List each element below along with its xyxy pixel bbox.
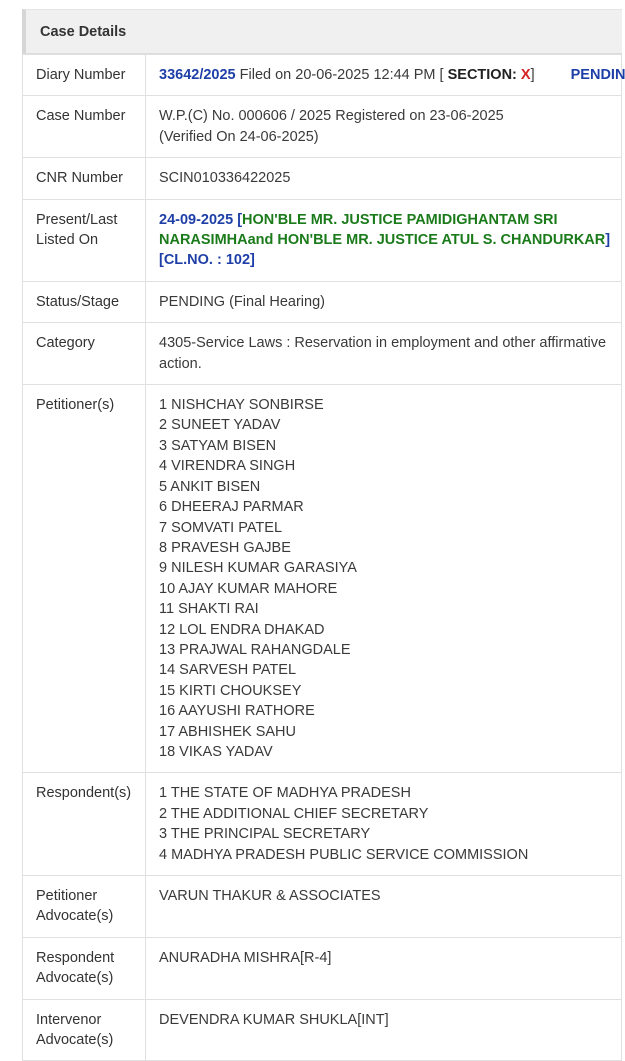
list-item: 7 SOMVATI PATEL [159, 519, 283, 536]
diary-filed: Filed on 20-06-2025 12:44 PM [ [235, 67, 448, 83]
list-item: 4 MADHYA PRADESH PUBLIC SERVICE COMMISSION [159, 846, 529, 863]
cnr-label: CNR Number [23, 158, 146, 199]
list-item: 5 ANKIT BISEN [159, 478, 261, 495]
list-item: 2 THE ADDITIONAL CHIEF SECRETARY [159, 805, 429, 822]
section-label: SECTION: [447, 67, 521, 83]
list-item: 18 VIKAS YADAV [159, 743, 273, 760]
list-item: 16 AAYUSHI RATHORE [159, 703, 315, 720]
listed-label [23, 199, 146, 281]
category-value [146, 323, 622, 385]
case-details-header [22, 9, 622, 54]
list-item: 11 SHAKTI RAI [159, 601, 259, 618]
petitioner-advocate-label-line2: Advocate(s) [36, 908, 114, 925]
listed-line2 [159, 230, 611, 250]
listed-label-line1: Present/Last [36, 211, 118, 228]
case-details-table [22, 54, 625, 1061]
list-item: 9 NILESH KUMAR GARASIYA [159, 560, 357, 577]
case-number-row [23, 96, 622, 158]
petitioners-row [23, 385, 622, 773]
listed-row [23, 199, 622, 281]
respondent-advocate-label-line2: Advocate(s) [36, 970, 114, 987]
petitioners-list [146, 385, 622, 773]
petitioner-advocate-label-line1: Petitioner [36, 888, 98, 904]
intervenor-advocate-value: DEVENDRA KUMAR SHUKLA[INT] [146, 999, 622, 1061]
respondent-advocate-label [23, 937, 146, 999]
listed-bracket-open: [ [233, 211, 243, 228]
diary-value [146, 55, 625, 96]
list-item: 12 LOL ENDRA DHAKAD [159, 621, 325, 638]
list-item: 10 AJAY KUMAR MAHORE [159, 580, 338, 597]
listed-label-line2: Listed On [36, 232, 99, 249]
diary-label: Diary Number [23, 55, 146, 96]
intervenor-advocate-label [23, 999, 146, 1061]
status-label: Status/Stage [23, 281, 146, 322]
diary-number: 33642/2025 [159, 67, 236, 83]
category-line1: 4305-Service Laws : Reservation in employment and other affirmative [159, 335, 607, 352]
petitioners-label: Petitioner(s) [23, 385, 146, 773]
category-label: Category [23, 323, 146, 385]
case-details-panel [22, 9, 625, 1061]
petitioner-advocate-label [23, 876, 146, 938]
list-item: 15 KIRTI CHOUKSEY [159, 682, 302, 699]
list-item: 17 ABHISHEK SAHU [159, 723, 296, 740]
case-details-title: Case Details [40, 23, 127, 40]
section-value: X [520, 67, 531, 83]
list-item: 1 THE STATE OF MADHYA PRADESH [159, 785, 411, 802]
list-item: 13 PRAJWAL RAHANGDALE [159, 641, 351, 658]
respondents-row [23, 773, 622, 876]
petitioner-advocate-value: VARUN THAKUR & ASSOCIATES [146, 876, 622, 938]
list-item: 3 SATYAM BISEN [159, 437, 277, 454]
respondent-advocate-value: ANURADHA MISHRA[R-4] [146, 937, 622, 999]
listed-clno: [CL.NO. : 102] [159, 252, 255, 269]
category-row [23, 323, 622, 385]
respondents-list [146, 773, 622, 876]
listed-date: 24-09-2025 [159, 211, 234, 228]
listed-judges-line1: HON'BLE MR. JUSTICE PAMIDIGHANTAM SRI [242, 211, 558, 228]
list-item: 8 PRAVESH GAJBE [159, 539, 291, 556]
respondents-label: Respondent(s) [23, 773, 146, 876]
respondent-advocate-row [23, 937, 622, 999]
category-line2: action. [159, 355, 202, 372]
list-item: 6 DHEERAJ PARMAR [159, 499, 304, 516]
cnr-value: SCIN010336422025 [146, 158, 622, 199]
list-item: 14 SARVESH PATEL [159, 662, 297, 679]
respondent-advocate-label-line1: Respondent [36, 949, 115, 966]
case-number-value [146, 96, 622, 158]
listed-judges-line2: NARASIMHAand HON'BLE MR. JUSTICE ATUL S. CHANDURKAR [159, 232, 606, 249]
diary-row [23, 55, 622, 96]
petitioner-advocate-row [23, 876, 622, 938]
diary-status: PENDIN [570, 67, 625, 83]
list-item: 4 VIRENDRA SINGH [159, 458, 296, 475]
case-number-line2: (Verified On 24-06-2025) [159, 128, 319, 145]
list-item: 2 SUNEET YADAV [159, 417, 281, 434]
section-close: ] [530, 67, 535, 83]
case-number-line1: W.P.(C) No. 000606 / 2025 Registered on 23-06-2025 [159, 108, 504, 125]
listed-bracket-close: ] [605, 232, 611, 249]
listed-value [146, 199, 622, 281]
case-number-label: Case Number [23, 96, 146, 158]
status-row [23, 281, 622, 322]
listed-line1 [159, 210, 608, 230]
list-item: 3 THE PRINCIPAL SECRETARY [159, 826, 371, 843]
cnr-row [23, 158, 622, 199]
status-value: PENDING (Final Hearing) [146, 281, 622, 322]
intervenor-advocate-label-line2: Advocate(s) [36, 1032, 114, 1049]
intervenor-advocate-row [23, 999, 622, 1061]
intervenor-advocate-label-line1: Intervenor [36, 1011, 102, 1028]
list-item: 1 NISHCHAY SONBIRSE [159, 397, 324, 414]
